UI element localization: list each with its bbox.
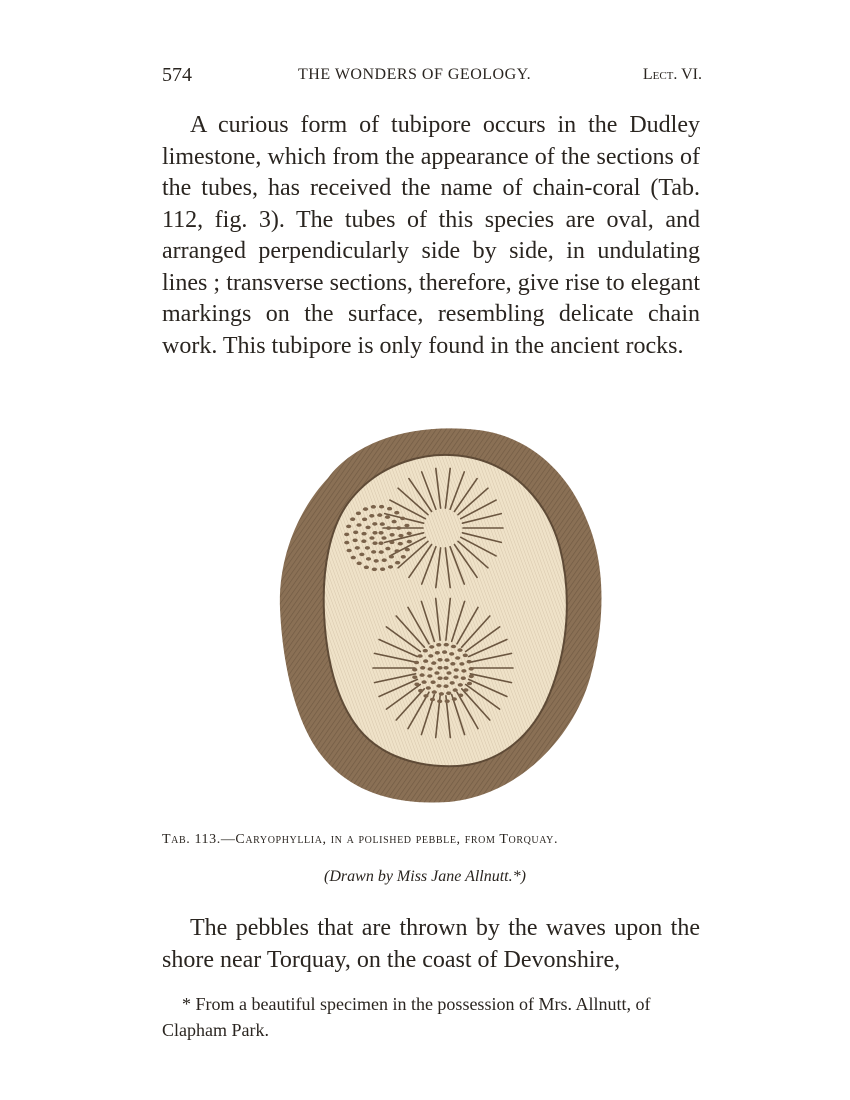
- paragraph-torquay-pebbles: The pebbles that are thrown by the waves upon the shore near Torquay, on the coast of Devonshire,: [162, 915, 700, 973]
- paragraph-chain-coral: A curious form of tubipore occurs in the Dudley limestone, which from the appearance of the sections of the tubes, has received the name of chain-coral (Tab. 112, fig. 3). The tubes of this species are oval, and arranged perpendicularly side by side, in undulating lines ; transverse sections, therefore, give rise to elegant markings on the surface, resembling delicate chain work. This tubipore is only found in the ancient rocks.: [162, 112, 700, 359]
- coral-cell: [420, 673, 425, 677]
- coral-cell: [404, 524, 409, 528]
- coral-cell: [439, 692, 444, 696]
- coral-cell: [351, 556, 356, 560]
- coral-cell: [430, 698, 435, 702]
- coral-cell: [372, 522, 377, 526]
- coral-cell: [381, 536, 386, 540]
- coral-cell: [380, 522, 385, 526]
- coral-cell: [458, 683, 463, 687]
- coral-cell: [459, 662, 464, 666]
- coral-cell: [422, 680, 427, 684]
- coral-cell: [359, 553, 364, 557]
- coral-cell: [390, 533, 395, 537]
- coral-cell: [401, 555, 406, 559]
- coral-cell: [377, 513, 382, 517]
- coral-cell: [457, 648, 462, 652]
- coral-cell: [412, 675, 417, 679]
- coral-cell: [432, 690, 437, 694]
- footnote: * From a beautiful specimen in the possession of Mrs. Allnutt, of Clapham Park.: [162, 994, 651, 1040]
- coral-cell: [435, 651, 440, 655]
- coral-cell: [414, 661, 419, 665]
- figure-credit: (Drawn by Miss Jane Allnutt.*): [324, 868, 526, 885]
- running-title: THE WONDERS OF GEOLOGY.: [298, 66, 532, 83]
- running-header: [162, 64, 702, 94]
- coral-cell: [372, 531, 377, 535]
- coral-cell: [385, 515, 390, 519]
- coral-cell: [431, 680, 436, 684]
- coral-cell: [380, 567, 385, 571]
- coral-cell: [418, 689, 423, 693]
- coral-cell: [455, 656, 460, 660]
- coral-cell: [395, 561, 400, 565]
- page-number: 574: [162, 64, 192, 86]
- coral-cell: [353, 539, 358, 543]
- coral-cell: [369, 536, 374, 540]
- coral-cell: [454, 668, 459, 672]
- coral-cell: [423, 649, 428, 653]
- coral-cell: [372, 541, 377, 545]
- pebble-engraving: [268, 418, 614, 806]
- coral-cell: [423, 694, 428, 698]
- coral-cell: [389, 541, 394, 545]
- coral-cell: [442, 650, 447, 654]
- coral-cell: [398, 542, 403, 546]
- coral-cell: [396, 526, 401, 530]
- coral-cell: [364, 566, 369, 570]
- coral-cell: [434, 671, 439, 675]
- coral-cell: [379, 550, 384, 554]
- coral-cell: [467, 682, 472, 686]
- coral-cell: [357, 562, 362, 566]
- coral-cell: [428, 654, 433, 658]
- coral-cell: [366, 526, 371, 530]
- coral-cell: [400, 517, 405, 521]
- coral-cell: [446, 671, 451, 675]
- coral-cell: [463, 688, 468, 692]
- coral-cell: [379, 505, 384, 509]
- coral-cell: [414, 683, 419, 687]
- coral-cell: [365, 546, 370, 550]
- coral-cell: [344, 541, 349, 545]
- coral-cell: [461, 676, 466, 680]
- coral-cell: [386, 526, 391, 530]
- lecture-label: Lect. VI.: [642, 66, 702, 83]
- caryophyllia-pebble-illustration: [268, 418, 614, 806]
- coral-cell: [427, 674, 432, 678]
- coral-cell: [361, 539, 366, 543]
- coral-cell: [347, 549, 352, 553]
- coral-cell: [387, 507, 392, 511]
- coral-cell: [429, 645, 434, 649]
- coral-cell: [436, 643, 441, 647]
- coral-cell: [443, 676, 448, 680]
- coral-cell: [449, 652, 454, 656]
- coral-cell: [362, 532, 367, 536]
- coral-cell: [444, 643, 449, 647]
- coral-cell: [461, 669, 466, 673]
- coral-cell: [371, 550, 376, 554]
- coral-cell: [420, 666, 425, 670]
- coral-cell: [356, 523, 361, 527]
- coral-cell: [463, 654, 468, 658]
- coral-cell: [344, 533, 349, 537]
- coral-cell: [350, 517, 355, 521]
- coral-cell: [453, 688, 458, 692]
- coral-cell: [426, 686, 431, 690]
- coral-cell: [445, 699, 450, 703]
- coral-cell: [450, 681, 455, 685]
- coral-cell: [452, 697, 457, 701]
- coral-cell: [378, 541, 383, 545]
- coral-cell: [453, 675, 458, 679]
- coral-cell: [355, 546, 360, 550]
- coral-cell: [437, 700, 442, 704]
- coral-cell: [450, 662, 455, 666]
- coral-cell: [443, 684, 448, 688]
- coral-cell: [371, 505, 376, 509]
- coral-cell: [423, 659, 428, 663]
- coral-cell: [436, 684, 441, 688]
- coral-cell: [418, 654, 423, 658]
- coral-cell: [412, 668, 417, 672]
- coral-cell: [394, 511, 399, 515]
- coral-cell: [382, 558, 387, 562]
- figure-caption: Tab. 113.—Caryophyllia, in a polished pebble, from Torquay.: [162, 832, 559, 847]
- coral-cell: [446, 691, 451, 695]
- coral-cell: [437, 676, 442, 680]
- coral-cell: [388, 565, 393, 569]
- coral-cell: [443, 666, 448, 670]
- coral-cell: [428, 667, 433, 671]
- coral-cell: [385, 547, 390, 551]
- coral-cell: [405, 548, 410, 552]
- coral-cell: [398, 534, 403, 538]
- coral-cell: [444, 658, 449, 662]
- coral-cell: [372, 568, 377, 572]
- coral-cell: [469, 675, 474, 679]
- coral-cell: [362, 518, 367, 522]
- coral-cell: [394, 549, 399, 553]
- coral-cell: [467, 660, 472, 664]
- coral-cell: [346, 525, 351, 529]
- coral-cell: [407, 532, 412, 536]
- coral-cell: [437, 658, 442, 662]
- coral-cell: [363, 507, 368, 511]
- coral-cell: [437, 666, 442, 670]
- coral-cell: [374, 559, 379, 563]
- coral-cell: [369, 514, 374, 518]
- coral-cell: [407, 540, 412, 544]
- coral-cell: [392, 520, 397, 524]
- coral-cell: [366, 557, 371, 561]
- coral-cell: [378, 531, 383, 535]
- coral-cell: [469, 667, 474, 671]
- coral-cell: [389, 555, 394, 559]
- coral-cell: [353, 531, 358, 535]
- coral-cell: [431, 661, 436, 665]
- coral-cell: [356, 512, 361, 516]
- coral-cell: [451, 645, 456, 649]
- coral-cell: [458, 694, 463, 698]
